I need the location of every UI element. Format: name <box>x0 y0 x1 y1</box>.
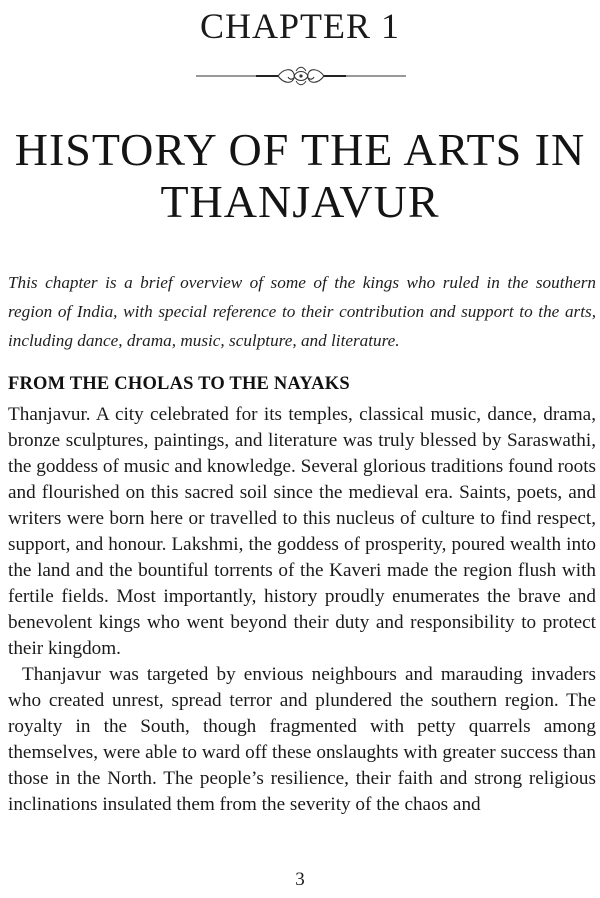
body-text <box>8 402 596 818</box>
chapter-abstract: This chapter is a brief overview of some of the kings who ruled in the southern region of India, with special reference to their contribution and support to the arts, including dance, drama, music, sculpture, and literature. <box>8 273 596 350</box>
section-heading: FROM THE CHOLAS TO THE NAYAKS <box>8 374 350 394</box>
chapter-title-line-1: HISTORY OF THE ARTS IN <box>14 124 586 175</box>
floral-divider-ornament-icon <box>196 64 406 88</box>
paragraph-1: Thanjavur. A city celebrated for its temples, classical music, dance, drama, bronze sculptures, paintings, and literature was truly blessed by Saraswathi, the goddess of music and knowledge. Several glorious traditions found roots and flourished on this sacred soil since the medieval era. Saints, poets, and writers were born here or travelled to this nucleus of culture to find respect, support, and honour. Lakshmi, the goddess of prosperity, poured wealth into the land and the bountiful torrents of the Kaveri made the region flush with fertile fields. Most importantly, history proudly enumerates the brave and benevolent kings who went beyond their duty and responsibility to protect their kingdom. <box>8 404 596 659</box>
chapter-label: CHAPTER 1 <box>199 6 401 46</box>
chapter-title-line-2: THANJAVUR <box>160 176 440 227</box>
chapter-title <box>10 124 590 228</box>
page-number: 3 <box>295 869 305 890</box>
paragraph-2: Thanjavur was targeted by envious neighbours and marauding invaders who created unrest, spread terror and plundered the southern region. The royalty in the South, though fragmented with petty quarrels among themselves, were able to ward off these onslaughts with greater success than those in the North. The people’s resilience, their faith and strong religious inclinations insulated them from the severity of the chaos and <box>8 664 596 815</box>
